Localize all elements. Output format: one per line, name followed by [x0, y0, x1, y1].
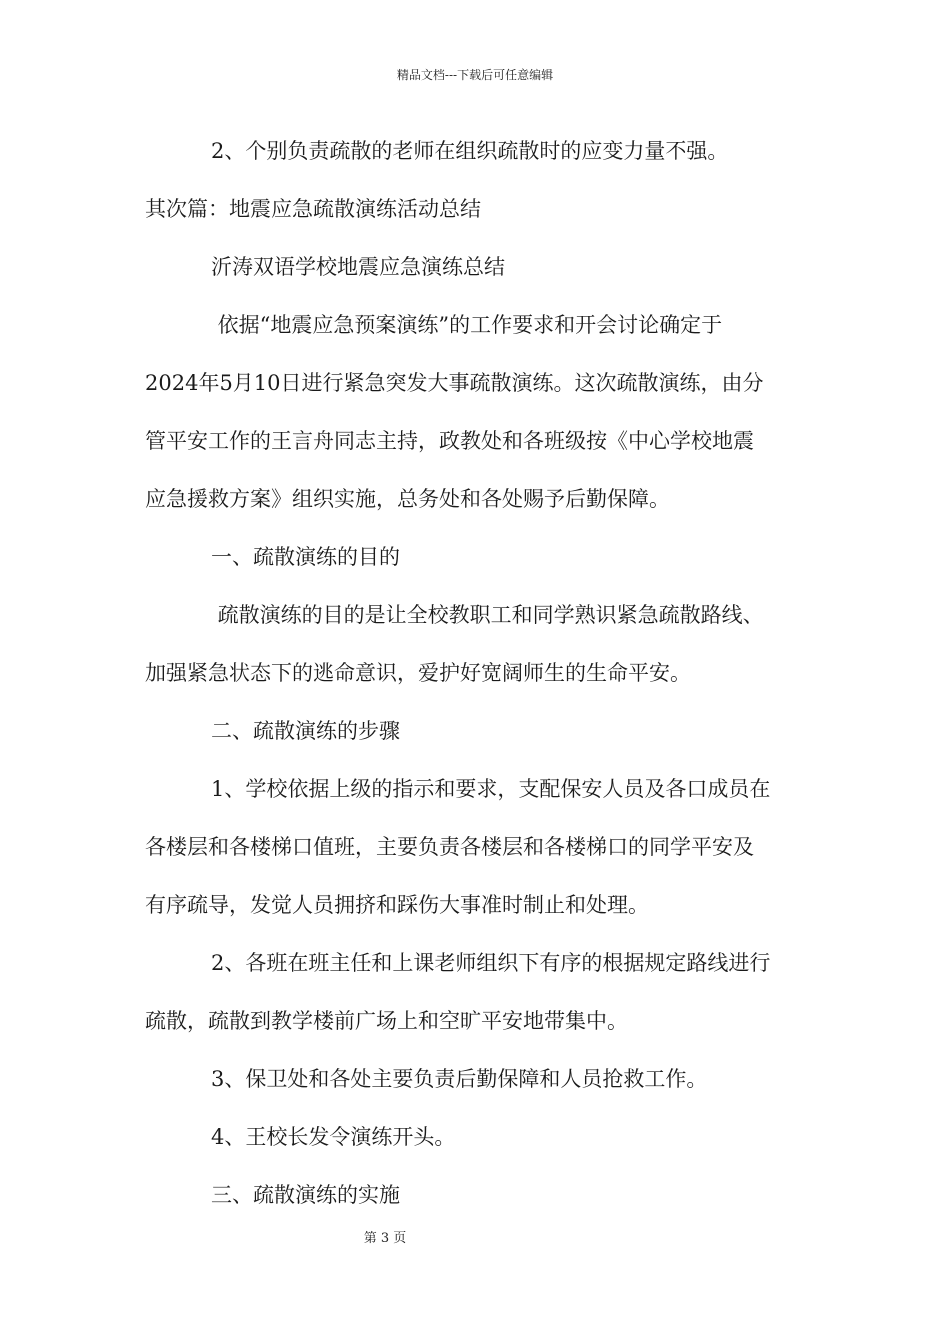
text-line: 3、保卫处和各处主要负责后勤保障和人员抢救工作。: [211, 1067, 708, 1091]
section-heading: 三、疏散演练的实施: [211, 1183, 400, 1207]
text-line: 加强紧急状态下的逃命意识，爱护好宽阔师生的生命平安。: [145, 661, 691, 685]
section-heading: 其次篇：地震应急疏散演练活动总结: [145, 197, 481, 221]
section-heading: 二、疏散演练的步骤: [211, 719, 400, 743]
text-line: 依据“地震应急预案演练”的工作要求和开会讨论确定于: [211, 313, 723, 337]
page-header: 精品文档---下载后可任意编辑: [396, 68, 554, 82]
text-line: 2024年5月10日进行紧急突发大事疏散演练。这次疏散演练，由分: [145, 371, 764, 395]
text-line: 2、各班在班主任和上课老师组织下有序的根据规定路线进行: [211, 951, 771, 975]
page-number: 第 3 页: [363, 1231, 407, 1246]
text-line: 管平安工作的王言舟同志主持，政教处和各班级按《中心学校地震: [145, 429, 754, 453]
text-line: 应急援救方案》组织实施，总务处和各处赐予后勤保障。: [145, 487, 670, 511]
document-title: 沂涛双语学校地震应急演练总结: [211, 255, 505, 279]
text-line: 有序疏导，发觉人员拥挤和踩伤大事准时制止和处理。: [145, 893, 649, 917]
text-line: 疏散，疏散到教学楼前广场上和空旷平安地带集中。: [145, 1009, 628, 1033]
text-line: 2、个别负责疏散的老师在组织疏散时的应变力量不强。: [211, 139, 729, 163]
text-line: 各楼层和各楼梯口值班，主要负责各楼层和各楼梯口的同学平安及: [145, 835, 754, 859]
text-line: 疏散演练的目的是让全校教职工和同学熟识紧急疏散路线、: [211, 603, 764, 627]
text-line: 4、王校长发令演练开头。: [211, 1125, 456, 1149]
text-line: 1、学校依据上级的指示和要求，支配保安人员及各口成员在: [211, 777, 771, 801]
section-heading: 一、疏散演练的目的: [211, 545, 400, 569]
